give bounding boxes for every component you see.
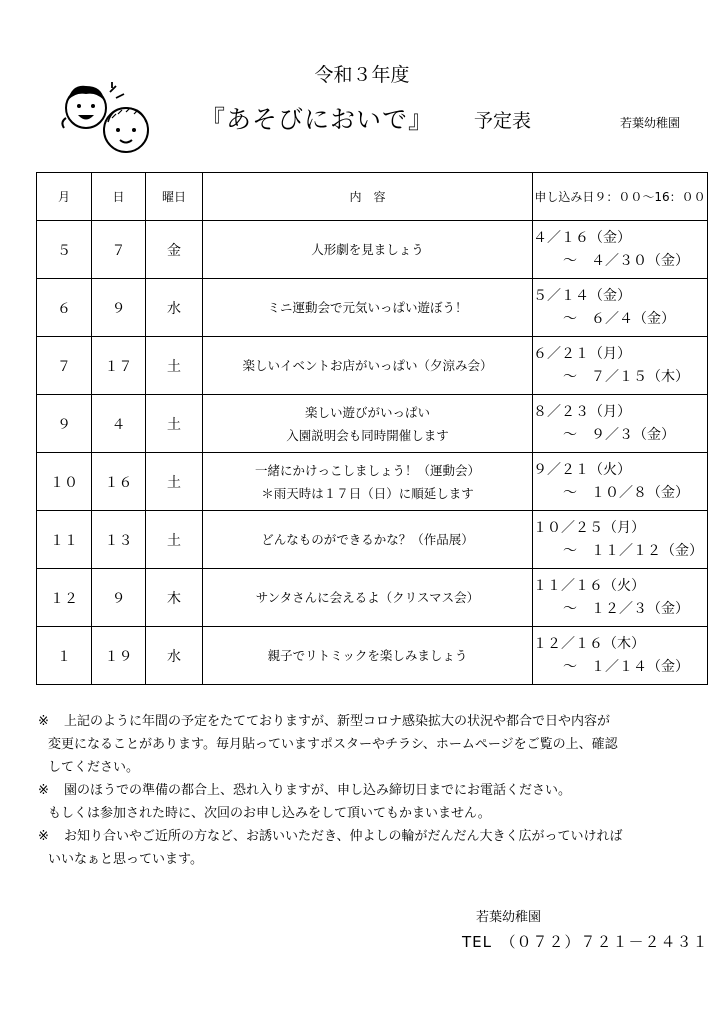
apply-date-to: ～ １／１４（金）	[563, 658, 689, 675]
cell-event	[203, 395, 533, 453]
note-line: お知り合いやご近所の方など、お誘いいただき、仲よしの輪がだんだん大きく広がっていければ	[64, 829, 623, 844]
event-line: 一緒にかけっこしましょう！（運動会）	[254, 462, 480, 478]
cell-day: ７	[92, 221, 146, 279]
note-line: してください。	[48, 760, 140, 775]
schedule-table	[36, 172, 708, 685]
notes-section	[38, 710, 708, 871]
apply-date-from: ８／２３（月）	[533, 403, 631, 420]
cell-month: １１	[37, 511, 92, 569]
event-line: 親子でリトミックを楽しみましょう	[267, 648, 468, 663]
cell-weekday: 土	[146, 337, 203, 395]
cell-weekday: 土	[146, 395, 203, 453]
table-row	[37, 279, 708, 337]
cell-day: ９	[92, 569, 146, 627]
apply-date-from: １１／１６（火）	[533, 577, 645, 594]
event-line: サンタさんに会えるよ（クリスマス会）	[255, 590, 480, 605]
page-title: 『あそびにおいで』	[200, 105, 435, 134]
apply-date-to: ～ ９／３（金）	[563, 426, 675, 443]
note-line: 園のほうでの準備の都合上、恐れ入りますが、申し込み締切日までにお電話ください。	[64, 783, 572, 798]
table-row	[37, 627, 708, 685]
note-body	[48, 710, 708, 779]
cell-apply-dates	[533, 569, 708, 627]
apply-date-to: ～ １２／３（金）	[563, 600, 689, 617]
event-line: ＊雨天時は１７日（日）に順延します	[261, 485, 474, 501]
note-item	[38, 825, 708, 871]
table-row	[37, 221, 708, 279]
cell-event	[203, 337, 533, 395]
event-line: 入園説明会も同時開催します	[286, 427, 449, 443]
table-row	[37, 511, 708, 569]
note-line: 変更になることがあります。毎月貼っていますポスターやチラシ、ホームページをご覧の上、確認	[48, 737, 618, 752]
apply-date-from: ５／１４（金）	[533, 287, 631, 304]
apply-date-to: ～ ４／３０（金）	[563, 252, 689, 269]
apply-date-from: ６／２１（月）	[533, 345, 631, 362]
note-item	[38, 779, 708, 825]
event-line: どんなものができるかな？（作品展）	[261, 532, 474, 547]
cell-day: ４	[92, 395, 146, 453]
table-header-row	[37, 173, 708, 221]
apply-date-to: ～ １１／１２（金）	[563, 542, 703, 559]
cell-month: １０	[37, 453, 92, 511]
table-row	[37, 337, 708, 395]
cell-event	[203, 511, 533, 569]
cell-event	[203, 279, 533, 337]
header-weekday: 曜日	[146, 173, 203, 221]
cell-day: １７	[92, 337, 146, 395]
note-body	[48, 779, 708, 825]
note-line: いいなぁと思っています。	[48, 852, 203, 867]
note-body	[48, 825, 708, 871]
apply-date-to: ～ １０／８（金）	[563, 484, 689, 501]
event-line: ミニ運動会で元気いっぱい遊ぼう！	[267, 300, 468, 315]
page-subtitle: 予定表	[474, 110, 532, 132]
event-line: 人形劇を見ましょう	[311, 242, 424, 257]
cell-weekday: 水	[146, 627, 203, 685]
apply-date-from: １２／１６（木）	[533, 635, 645, 652]
year-heading: 令和３年度	[314, 64, 410, 86]
cell-month: １２	[37, 569, 92, 627]
apply-date-from: １０／２５（月）	[533, 519, 645, 536]
cell-weekday: 木	[146, 569, 203, 627]
cell-apply-dates	[533, 395, 708, 453]
note-line: 上記のように年間の予定をたてておりますが、新型コロナ感染拡大の状況や都合で日や内容が	[64, 714, 611, 729]
children-faces-icon	[52, 78, 160, 160]
apply-date-from: ４／１６（金）	[533, 229, 631, 246]
cell-apply-dates	[533, 627, 708, 685]
event-line: 楽しいイベントお店がいっぱい（夕涼み会）	[242, 358, 493, 373]
header-day: 日	[92, 173, 146, 221]
header-content: 内 容	[203, 173, 533, 221]
org-name-top: 若葉幼稚園	[620, 116, 681, 130]
note-line: もしくは参加された時に、次回のお申し込みをして頂いてもかまいません。	[48, 806, 491, 821]
cell-weekday: 土	[146, 453, 203, 511]
header-month: 月	[37, 173, 92, 221]
cell-month: ６	[37, 279, 92, 337]
cell-apply-dates	[533, 279, 708, 337]
apply-date-from: ９／２１（火）	[533, 461, 631, 478]
cell-day: １３	[92, 511, 146, 569]
cell-day: １９	[92, 627, 146, 685]
cell-month: ７	[37, 337, 92, 395]
cell-apply-dates	[533, 511, 708, 569]
footer-tel: TEL （０７２）７２１－２４３１	[462, 933, 709, 951]
cell-event	[203, 627, 533, 685]
note-mark: ※	[38, 829, 49, 844]
note-mark: ※	[38, 783, 49, 798]
cell-month: ９	[37, 395, 92, 453]
cell-event	[203, 453, 533, 511]
header-apply: 申し込み日９：００～16：００	[533, 173, 708, 221]
note-item	[38, 710, 708, 779]
event-line: 楽しい遊びがいっぱい	[304, 404, 430, 420]
cell-event	[203, 221, 533, 279]
note-mark: ※	[38, 714, 49, 729]
apply-date-to: ～ ７／１５（木）	[563, 368, 689, 385]
cell-month: １	[37, 627, 92, 685]
table-row	[37, 569, 708, 627]
cell-day: １６	[92, 453, 146, 511]
cell-event	[203, 569, 533, 627]
apply-date-to: ～ ６／４（金）	[563, 310, 675, 327]
table-row	[37, 453, 708, 511]
footer-org: 若葉幼稚園	[476, 910, 542, 925]
table-row	[37, 395, 708, 453]
cell-day: ９	[92, 279, 146, 337]
cell-weekday: 金	[146, 221, 203, 279]
cell-month: ５	[37, 221, 92, 279]
cell-weekday: 土	[146, 511, 203, 569]
cell-apply-dates	[533, 337, 708, 395]
cell-apply-dates	[533, 221, 708, 279]
cell-apply-dates	[533, 453, 708, 511]
cell-weekday: 水	[146, 279, 203, 337]
